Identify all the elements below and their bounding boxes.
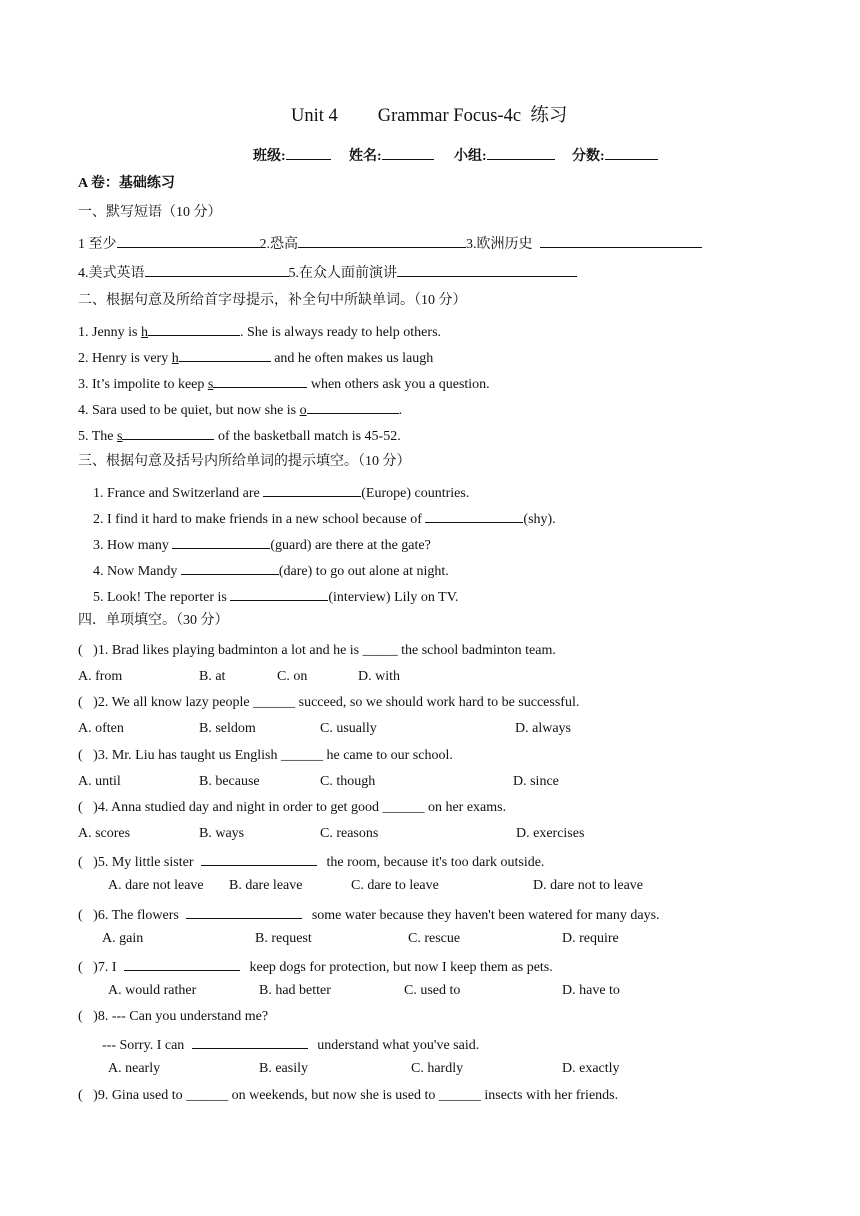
s3-item-2: 2. I find it hard to make friends in a new school because of (shy).: [93, 508, 556, 529]
question-5: ( )5. My little sister the room, because it's too dark outside.: [78, 851, 544, 872]
s3-item-4: 4. Now Mandy (dare) to go out alone at night.: [93, 560, 449, 581]
q6-option-c[interactable]: C. rescue: [408, 931, 461, 946]
s3-item-1: 1. France and Switzerland are (Europe) countries.: [93, 482, 469, 503]
s3-blank-4[interactable]: [181, 560, 279, 575]
part-a-heading: A 卷：基础练习: [78, 176, 175, 191]
class-blank[interactable]: [286, 145, 331, 160]
q6-option-b[interactable]: B. request: [255, 931, 312, 946]
s2-blank-2[interactable]: [179, 347, 271, 362]
s1-blank-5[interactable]: [397, 262, 577, 277]
q8-option-a[interactable]: A. nearly: [108, 1061, 161, 1076]
s2-blank-1[interactable]: [148, 321, 240, 336]
q5-option-c[interactable]: C. dare to leave: [351, 878, 439, 893]
q8-option-c[interactable]: C. hardly: [411, 1061, 464, 1076]
s1-blank-1[interactable]: [117, 233, 260, 248]
s3-blank-3[interactable]: [172, 534, 270, 549]
q8-option-b[interactable]: B. easily: [259, 1061, 308, 1076]
q4-option-d[interactable]: D. exercises: [516, 826, 585, 841]
q1-option-b[interactable]: B. at: [199, 669, 226, 684]
section-4-heading: 四．单项填空。（30 分）: [78, 613, 229, 628]
question-8: ( )8. --- Can you understand me?: [78, 1009, 269, 1024]
s2-item-1: 1. Jenny is h . She is always ready to help others.: [78, 321, 441, 342]
section-2-heading: 二、根据句意及所给首字母提示，补全句中所缺单词。（10 分）: [78, 293, 467, 308]
q3-option-a[interactable]: A. until: [78, 774, 121, 789]
q2-option-b[interactable]: B. seldom: [199, 721, 256, 736]
s2-item-4: 4. Sara used to be quiet, but now she is o .: [78, 399, 402, 420]
s1-row-1: 1 至少 2.恐高 3.欧洲历史: [78, 233, 702, 254]
s1-blank-3[interactable]: [540, 233, 702, 248]
question-9: ( )9. Gina used to ______ on weekends, but now she is used to ______ insects with her friends.: [78, 1088, 619, 1103]
q2-option-c[interactable]: C. usually: [320, 721, 377, 736]
question-2: ( )2. We all know lazy people ______ succeed, so we should work hard to be successful.: [78, 695, 580, 710]
s1-blank-2[interactable]: [298, 233, 466, 248]
q7-option-d[interactable]: D. have to: [562, 983, 620, 998]
q7-blank[interactable]: [124, 956, 240, 971]
s1-blank-4[interactable]: [145, 262, 289, 277]
q2-option-d[interactable]: D. always: [515, 721, 571, 736]
section-1-heading: 一、默写短语（10 分）: [78, 205, 222, 220]
q7-option-b[interactable]: B. had better: [259, 983, 331, 998]
q3-option-b[interactable]: B. because: [199, 774, 260, 789]
name-field: 姓名:: [349, 145, 434, 166]
group-blank[interactable]: [487, 145, 555, 160]
group-field: 小组:: [454, 145, 555, 166]
s3-blank-5[interactable]: [230, 586, 328, 601]
s2-item-5: 5. The s of the basketball match is 45-52.: [78, 425, 401, 446]
question-8-reply: --- Sorry. I can understand what you've said.: [102, 1034, 479, 1055]
question-6: ( )6. The flowers some water because they haven't been watered for many days.: [78, 904, 660, 925]
q5-option-a[interactable]: A. dare not leave: [108, 878, 204, 893]
s2-blank-3[interactable]: [213, 373, 307, 388]
section-3-heading: 三、根据句意及括号内所给单词的提示填空。（10 分）: [78, 454, 411, 469]
q5-option-b[interactable]: B. dare leave: [229, 878, 303, 893]
s2-blank-4[interactable]: [307, 399, 399, 414]
question-1: ( )1. Brad likes playing badminton a lot and he is _____ the school badminton team.: [78, 643, 556, 658]
s1-row-2: 4.美式英语 5.在众人面前演讲: [78, 262, 577, 283]
q6-option-d[interactable]: D. require: [562, 931, 619, 946]
s3-blank-2[interactable]: [425, 508, 523, 523]
q7-option-c[interactable]: C. used to: [404, 983, 461, 998]
q1-option-a[interactable]: A. from: [78, 669, 123, 684]
q3-option-d[interactable]: D. since: [513, 774, 559, 789]
s2-blank-5[interactable]: [122, 425, 214, 440]
q7-option-a[interactable]: A. would rather: [108, 983, 197, 998]
q6-option-a[interactable]: A. gain: [102, 931, 144, 946]
s3-blank-1[interactable]: [263, 482, 361, 497]
s3-item-3: 3. How many (guard) are there at the gate?: [93, 534, 431, 555]
question-4: ( )4. Anna studied day and night in order to get good ______ on her exams.: [78, 800, 507, 815]
q1-option-d[interactable]: D. with: [358, 669, 400, 684]
score-blank[interactable]: [605, 145, 658, 160]
s2-item-2: 2. Henry is very h and he often makes us laugh: [78, 347, 433, 368]
q8-blank[interactable]: [192, 1034, 308, 1049]
page-title: [291, 107, 567, 125]
question-7: ( )7. I keep dogs for protection, but now I keep them as pets.: [78, 956, 553, 977]
q4-option-a[interactable]: A. scores: [78, 826, 131, 841]
class-field: 班级:: [253, 145, 331, 166]
q8-option-d[interactable]: D. exactly: [562, 1061, 620, 1076]
name-blank[interactable]: [382, 145, 434, 160]
q6-blank[interactable]: [186, 904, 302, 919]
title-topic: Grammar Focus-4c 练习: [377, 106, 568, 126]
q2-option-a[interactable]: A. often: [78, 721, 124, 736]
q3-option-c[interactable]: C. though: [320, 774, 376, 789]
s2-item-3: 3. It’s impolite to keep s when others ask you a question.: [78, 373, 490, 394]
q5-blank[interactable]: [201, 851, 317, 866]
q4-option-b[interactable]: B. ways: [199, 826, 245, 841]
s3-item-5: 5. Look! The reporter is (interview) Lily on TV.: [93, 586, 459, 607]
q4-option-c[interactable]: C. reasons: [320, 826, 379, 841]
title-unit: Unit 4: [291, 106, 338, 126]
q5-option-d[interactable]: D. dare not to leave: [533, 878, 644, 893]
question-3: ( )3. Mr. Liu has taught us English ______ he came to our school.: [78, 748, 453, 763]
q1-option-c[interactable]: C. on: [277, 669, 308, 684]
score-field: 分数:: [572, 145, 658, 166]
